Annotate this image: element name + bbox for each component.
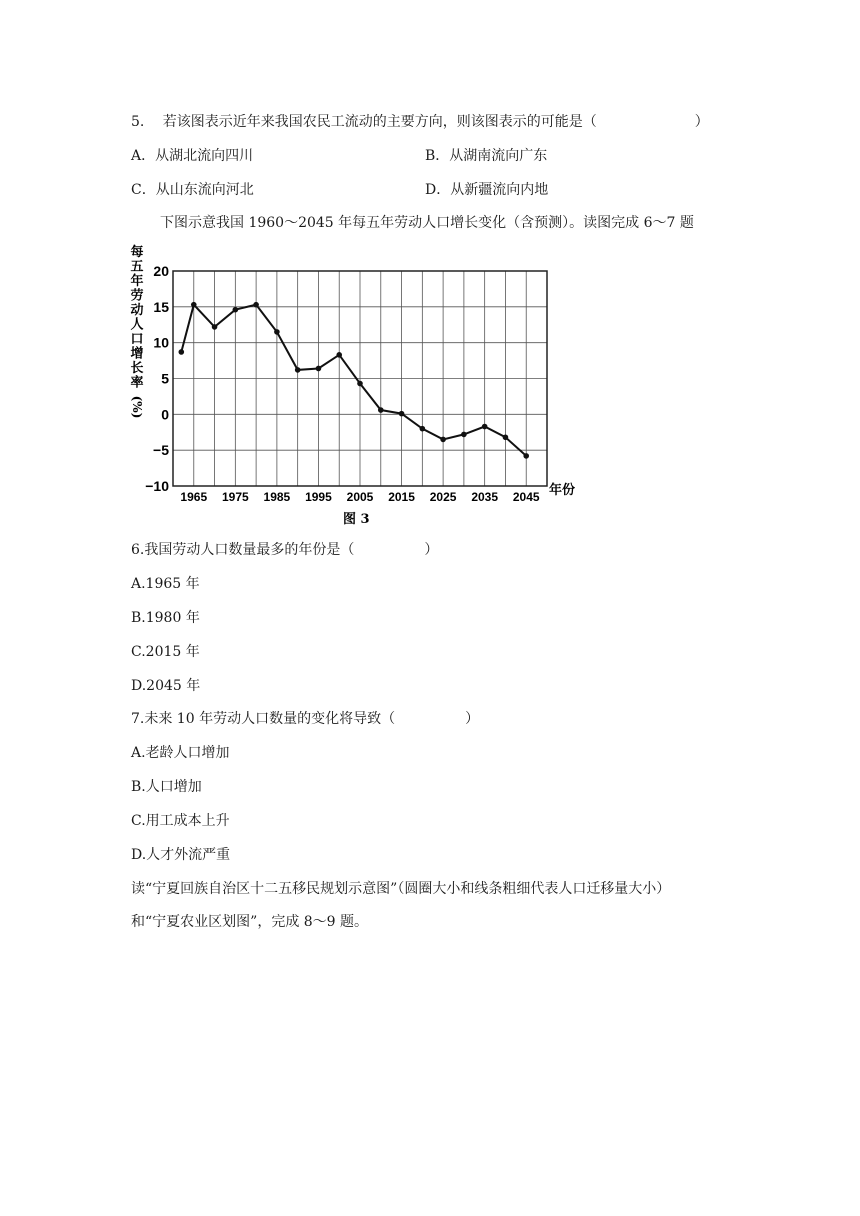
series-points <box>179 302 530 459</box>
y-label-char: 每 <box>130 245 144 260</box>
y-label-char: 五 <box>130 259 144 275</box>
x-tick-label: 1985 <box>263 490 291 504</box>
x-tick-label: 2035 <box>471 490 499 504</box>
x-axis-label: 年份 <box>549 483 576 498</box>
y-label-char: 劳 <box>130 288 144 304</box>
y-label-char: 率 <box>130 375 144 391</box>
option-7c: C.用工成本上升 <box>131 813 230 829</box>
figure-caption: 图 3 <box>343 512 370 527</box>
labor-growth-chart <box>125 242 585 532</box>
data-point <box>503 434 509 440</box>
option-6a: A.1965 年 <box>131 576 200 592</box>
option-7b: B.人口增加 <box>131 779 202 795</box>
option-5a: A．从湖北流向四川 <box>131 148 254 164</box>
x-tick-label: 1995 <box>305 490 332 504</box>
option-7d: D.人才外流严重 <box>131 847 231 863</box>
chart-grid <box>173 271 547 486</box>
data-point <box>274 329 280 335</box>
data-point <box>523 453 529 459</box>
option-5b: B．从湖南流向广东 <box>425 148 548 164</box>
intro-6-7: 下图示意我国 1960～2045 年每五年劳动人口增长变化（含预测）。读图完成 6～7 题 <box>160 215 694 231</box>
data-point <box>212 324 218 330</box>
x-tick-label: 2025 <box>429 490 457 504</box>
data-point <box>482 424 488 430</box>
data-point <box>316 366 322 372</box>
y-label-char: 长 <box>130 361 144 376</box>
data-point <box>295 367 301 373</box>
x-tick-label: 1975 <box>221 490 249 504</box>
x-tick-label: 2005 <box>346 490 374 504</box>
data-point <box>336 352 342 358</box>
y-label-char: 增 <box>130 346 144 362</box>
question-7-stem: 7.未来 10 年劳动人口数量的变化将导致（ ） <box>131 711 480 727</box>
series-line <box>181 305 526 456</box>
option-5c: C．从山东流向河北 <box>131 182 254 198</box>
data-point <box>399 411 405 417</box>
data-point <box>253 302 259 308</box>
data-point <box>357 381 363 387</box>
question-6-stem: 6.我国劳动人口数量最多的年份是（ ） <box>131 542 439 558</box>
option-6c: C.2015 年 <box>131 644 200 660</box>
y-label-unit: (%) <box>130 395 144 419</box>
y-label-char: 口 <box>130 332 144 347</box>
y-tick-label: 20 <box>153 263 169 279</box>
data-point <box>233 307 239 313</box>
data-point <box>440 437 446 443</box>
data-point <box>191 302 197 308</box>
y-tick-label: 0 <box>161 406 169 423</box>
option-5d: D．从新疆流向内地 <box>425 182 549 198</box>
question-5-stem: 5. 若该图表示近年来我国农民工流动的主要方向，则该图表示的可能是（ ） <box>131 114 709 130</box>
x-tick-label: 2015 <box>388 490 415 504</box>
y-tick-label: −5 <box>153 442 169 459</box>
option-6d: D.2045 年 <box>131 678 201 694</box>
option-7a: A.老龄人口增加 <box>131 745 230 761</box>
option-6b: B.1980 年 <box>131 610 200 626</box>
y-tick-label: 5 <box>161 370 169 387</box>
x-tick-label: 2045 <box>512 490 540 504</box>
data-point <box>378 407 384 413</box>
x-axis-ticks <box>180 490 539 504</box>
x-tick-label: 1965 <box>180 490 208 504</box>
y-axis-label <box>130 244 144 418</box>
data-point <box>461 432 467 438</box>
y-tick-label: 15 <box>153 298 169 315</box>
y-label-char: 年 <box>130 274 144 289</box>
data-point <box>179 349 185 355</box>
data-point <box>420 426 426 432</box>
intro-8-9-line1: 读“宁夏回族自治区十二五移民规划示意图”（圆圈大小和线条粗细代表人口迁移量大小） <box>131 881 671 897</box>
y-tick-label: 10 <box>153 334 169 351</box>
intro-8-9-line2: 和“宁夏农业区划图”，完成 8～9 题。 <box>131 914 369 930</box>
y-label-char: 动 <box>130 303 144 318</box>
y-axis-ticks <box>145 263 169 494</box>
y-tick-label: −10 <box>145 478 169 494</box>
y-label-char: 人 <box>130 317 144 333</box>
